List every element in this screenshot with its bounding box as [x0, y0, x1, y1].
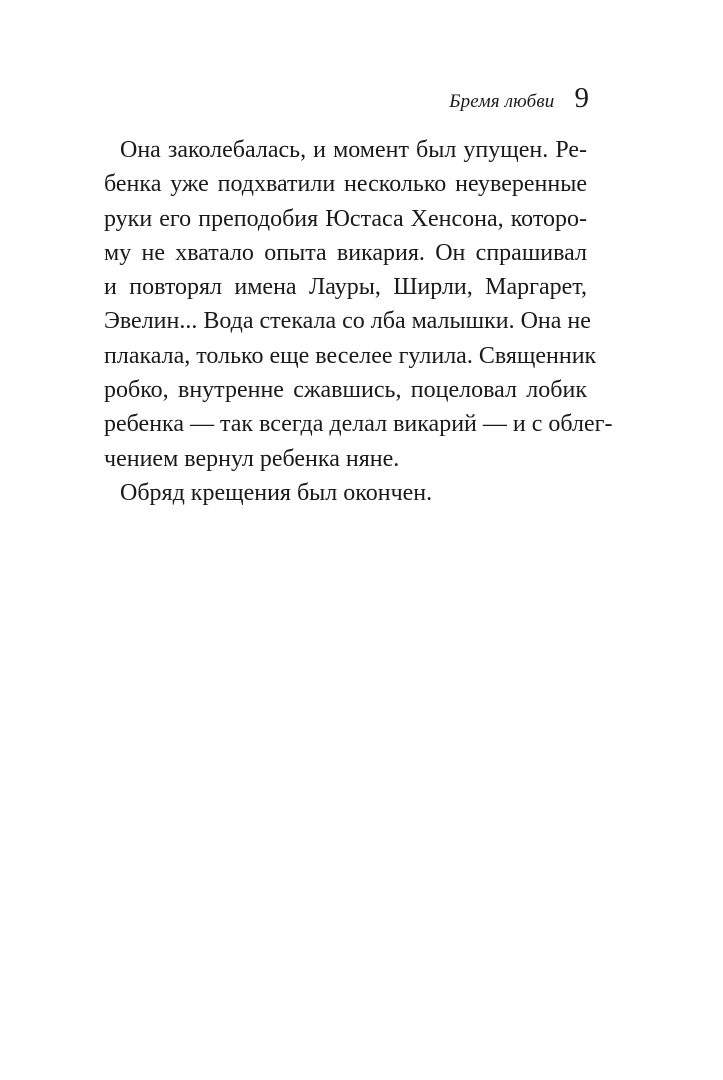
- text-line: Обряд крещения был окончен.: [120, 479, 433, 506]
- text-line: му не хватало опыта викария. Он спрашивал: [104, 239, 587, 266]
- running-title: Бремя любви: [449, 91, 555, 112]
- running-head: [449, 84, 589, 120]
- text-line: Эвелин... Вода стекала со лба малышки. Она не: [104, 308, 591, 335]
- text-line: чением вернул ребенка няне.: [104, 445, 400, 472]
- text-line: руки его преподобия Юстаса Хенсона, которо-: [104, 205, 587, 232]
- text-line: ребенка — так всегда делал викарий — и с облег-: [104, 411, 613, 438]
- page-number: 9: [574, 82, 589, 114]
- text-line: бенка уже подхватили несколько неуверенные: [104, 171, 587, 198]
- text-line: и повторял имена Лауры, Ширли, Маргарет,: [104, 274, 587, 301]
- text-line: плакала, только еще веселее гулила. Священник: [104, 342, 597, 369]
- paragraph-1: [104, 133, 613, 476]
- text-line: робко, внутренне сжавшись, поцеловал лобик: [104, 377, 587, 404]
- text-line: Она заколебалась, и момент был упущен. Ре-: [120, 137, 587, 163]
- main-text: [104, 133, 613, 510]
- paragraph-2: [104, 476, 587, 510]
